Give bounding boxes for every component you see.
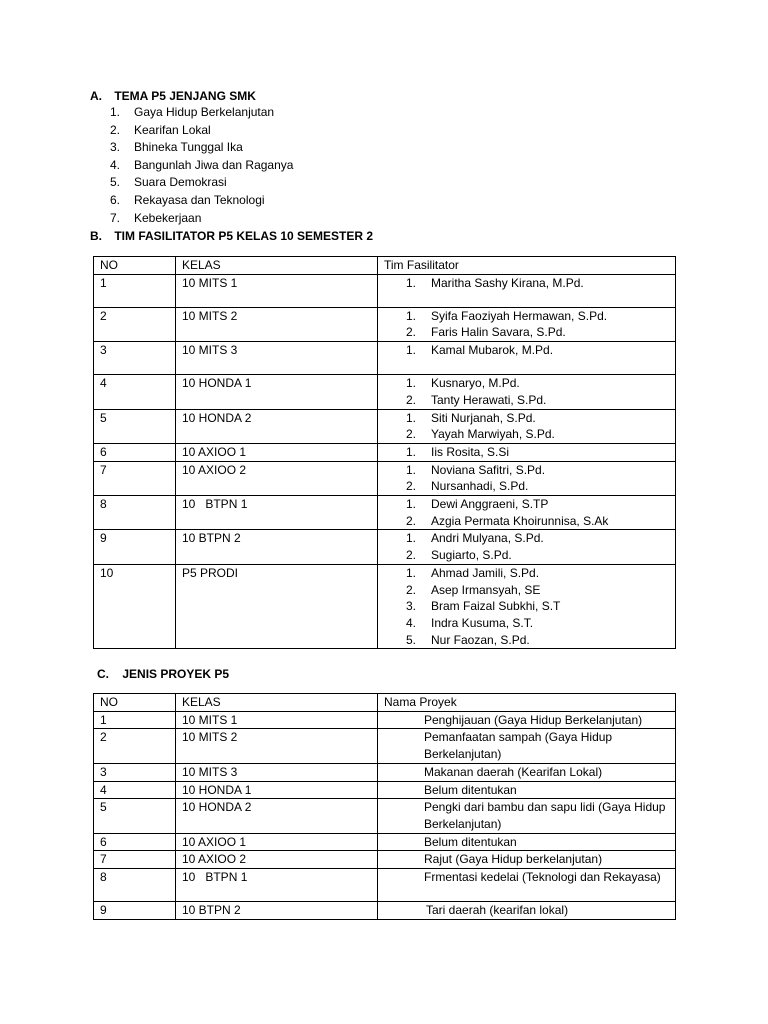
- table-header-row: [94, 257, 676, 275]
- table-row: [94, 496, 676, 530]
- facilitator-name: Faris Halin Savara, S.Pd.: [431, 325, 566, 340]
- table-row: [94, 530, 676, 564]
- item-number: 1.: [110, 105, 121, 119]
- header-no: NO: [94, 257, 176, 275]
- item-number: 3.: [110, 140, 121, 155]
- table-row: [94, 902, 676, 920]
- section-b-heading: [90, 228, 373, 245]
- table-row: [94, 307, 676, 341]
- list-item: [384, 615, 669, 632]
- cell-kelas: 10 MITS 2: [176, 729, 378, 763]
- table-header-row: [94, 694, 676, 712]
- facilitator-name: Siti Nurjanah, S.Pd.: [431, 410, 536, 425]
- list-item: [384, 342, 669, 359]
- item-number: 1.: [406, 462, 417, 477]
- facilitator-name: Nur Faozan, S.Pd.: [431, 632, 530, 647]
- list-item: [110, 192, 293, 210]
- item-number: 1.: [406, 410, 417, 425]
- list-item: [384, 496, 669, 513]
- cell-proyek: Pemanfaatan sampah (Gaya Hidup Berkelanjutan): [378, 729, 676, 763]
- header-kelas: KELAS: [176, 257, 378, 275]
- item-number: 5.: [406, 632, 417, 647]
- item-number: 5.: [110, 175, 121, 190]
- table-row: [94, 461, 676, 495]
- cell-no: 5: [94, 409, 176, 443]
- cell-kelas: 10 AXIOO 1: [176, 833, 378, 851]
- list-item: [384, 444, 669, 461]
- cell-no: 7: [94, 461, 176, 495]
- cell-no: 9: [94, 530, 176, 564]
- list-item: [110, 157, 293, 175]
- item-number: 1.: [406, 343, 417, 358]
- cell-fasilitator: [378, 564, 676, 649]
- facilitator-name: Syifa Faoziyah Hermawan, S.Pd.: [431, 308, 608, 323]
- item-text: Bhineka Tunggal Ika: [134, 140, 243, 155]
- item-number: 3.: [406, 599, 417, 614]
- section-a-letter: A.: [90, 89, 102, 103]
- project-table: [93, 693, 676, 920]
- cell-fasilitator: [378, 530, 676, 564]
- table-row: [94, 564, 676, 649]
- section-b-title: TIM FASILITATOR P5 KELAS 10 SEMESTER 2: [114, 229, 374, 243]
- cell-fasilitator: [378, 409, 676, 443]
- table-row: [94, 342, 676, 375]
- cell-proyek: Penghijauan (Gaya Hidup Berkelanjutan): [378, 711, 676, 729]
- cell-kelas: 10 BTPN 2: [176, 530, 378, 564]
- cell-no: 3: [94, 763, 176, 781]
- section-c-letter: C.: [97, 667, 109, 681]
- list-item: [110, 104, 293, 122]
- item-number: 2.: [406, 427, 417, 442]
- cell-fasilitator: [378, 274, 676, 307]
- list-item: [384, 478, 669, 495]
- list-item: [384, 582, 669, 599]
- item-number: 1.: [406, 308, 417, 323]
- cell-kelas: 10 MITS 1: [176, 274, 378, 307]
- item-number: 6.: [110, 192, 121, 207]
- cell-kelas: 10 MITS 2: [176, 307, 378, 341]
- facilitator-name: Sugiarto, S.Pd.: [431, 548, 512, 563]
- list-item: [384, 462, 669, 479]
- facilitator-name: Kusnaryo, M.Pd.: [431, 376, 520, 391]
- list-item: [384, 392, 669, 409]
- facilitator-name: Andri Mulyana, S.Pd.: [431, 531, 544, 546]
- cell-kelas: 10 HONDA 2: [176, 409, 378, 443]
- list-item: [384, 324, 669, 341]
- cell-no: 1: [94, 711, 176, 729]
- cell-proyek: Tari daerah (kearifan lokal): [378, 902, 676, 920]
- item-number: 2.: [406, 392, 417, 407]
- cell-fasilitator: [378, 307, 676, 341]
- cell-fasilitator: [378, 342, 676, 375]
- table-row: [94, 375, 676, 409]
- table-row: [94, 763, 676, 781]
- item-text: Bangunlah Jiwa dan Raganya: [134, 157, 294, 172]
- cell-proyek: Frmentasi kedelai (Teknologi dan Rekayasa): [378, 869, 676, 902]
- cell-no: 8: [94, 496, 176, 530]
- item-number: 7.: [110, 210, 121, 225]
- facilitator-name: Noviana Safitri, S.Pd.: [431, 462, 546, 477]
- section-c-title: JENIS PROYEK P5: [122, 667, 230, 681]
- cell-proyek: Pengki dari bambu dan sapu lidi (Gaya Hidup Berkelanjutan): [378, 799, 676, 833]
- cell-kelas: 10 HONDA 1: [176, 781, 378, 799]
- item-text: Suara Demokrasi: [134, 175, 227, 190]
- cell-proyek: Belum ditentukan: [378, 781, 676, 799]
- table-row: [94, 851, 676, 869]
- item-text: Gaya Hidup Berkelanjutan: [134, 105, 275, 119]
- list-item: [384, 410, 669, 427]
- cell-fasilitator: [378, 461, 676, 495]
- list-item: [384, 513, 669, 530]
- cell-kelas: 10 AXIOO 1: [176, 443, 378, 461]
- cell-kelas: 10 BTPN 1: [176, 496, 378, 530]
- header-proyek: Nama Proyek: [378, 694, 676, 712]
- facilitator-name: Iis Rosita, S.Si: [431, 444, 510, 459]
- item-number: 4.: [406, 615, 417, 630]
- list-item: [110, 122, 293, 140]
- facilitator-name: Azgia Permata Khoirunnisa, S.Ak: [431, 513, 609, 528]
- header-no: NO: [94, 694, 176, 712]
- section-a-title: TEMA P5 JENJANG SMK: [114, 89, 256, 103]
- header-fasilitator: Tim Fasilitator: [378, 257, 676, 275]
- table-row: [94, 833, 676, 851]
- facilitator-name: Tanty Herawati, S.Pd.: [431, 392, 547, 407]
- cell-kelas: 10 MITS 1: [176, 711, 378, 729]
- item-number: 2.: [406, 513, 417, 528]
- section-b-letter: B.: [90, 229, 102, 243]
- facilitator-name: Indra Kusuma, S.T.: [431, 615, 534, 630]
- list-item: [384, 375, 669, 392]
- cell-fasilitator: [378, 375, 676, 409]
- item-number: 1.: [406, 531, 417, 546]
- cell-no: 4: [94, 375, 176, 409]
- facilitator-name: Asep Irmansyah, SE: [431, 582, 541, 597]
- table-row: [94, 409, 676, 443]
- cell-no: 5: [94, 799, 176, 833]
- list-item: [384, 530, 669, 547]
- list-item: [384, 426, 669, 443]
- cell-proyek: Belum ditentukan: [378, 833, 676, 851]
- list-item: [384, 598, 669, 615]
- item-number: 1.: [406, 565, 417, 580]
- cell-proyek: Makanan daerah (Kearifan Lokal): [378, 763, 676, 781]
- cell-kelas: 10 AXIOO 2: [176, 461, 378, 495]
- cell-kelas: 10 MITS 3: [176, 763, 378, 781]
- cell-proyek: Rajut (Gaya Hidup berkelanjutan): [378, 851, 676, 869]
- cell-no: 1: [94, 274, 176, 307]
- item-text: Rekayasa dan Teknologi: [134, 192, 265, 207]
- item-text: Kearifan Lokal: [134, 122, 211, 137]
- facilitator-name: Ahmad Jamili, S.Pd.: [431, 565, 540, 580]
- cell-no: 2: [94, 307, 176, 341]
- table-row: [94, 711, 676, 729]
- list-item: [384, 275, 669, 292]
- cell-kelas: 10 HONDA 1: [176, 375, 378, 409]
- list-item: [384, 632, 669, 649]
- cell-no: 9: [94, 902, 176, 920]
- facilitator-name: Nursanhadi, S.Pd.: [431, 479, 529, 494]
- table-row: [94, 274, 676, 307]
- cell-no: 6: [94, 443, 176, 461]
- facilitator-name: Maritha Sashy Kirana, M.Pd.: [431, 275, 584, 290]
- cell-kelas: 10 MITS 3: [176, 342, 378, 375]
- table-row: [94, 799, 676, 833]
- cell-kelas: 10 BTPN 2: [176, 902, 378, 920]
- item-number: 1.: [406, 376, 417, 391]
- cell-no: 8: [94, 869, 176, 902]
- cell-no: 7: [94, 851, 176, 869]
- list-item: [384, 565, 669, 582]
- item-text: Kebekerjaan: [134, 210, 202, 225]
- facilitator-name: Dewi Anggraeni, S.TP: [431, 497, 549, 512]
- item-number: 1.: [406, 275, 417, 290]
- list-item: [110, 210, 293, 228]
- list-item: [110, 139, 293, 157]
- facilitator-name: Kamal Mubarok, M.Pd.: [431, 343, 554, 358]
- item-number: 4.: [110, 157, 121, 172]
- cell-kelas: P5 PRODI: [176, 564, 378, 649]
- facilitator-name: Yayah Marwiyah, S.Pd.: [431, 427, 555, 442]
- cell-fasilitator: [378, 496, 676, 530]
- list-item: [384, 547, 669, 564]
- item-number: 2.: [406, 548, 417, 563]
- item-number: 2.: [406, 582, 417, 597]
- table-row: [94, 781, 676, 799]
- item-number: 1.: [406, 444, 417, 459]
- cell-no: 2: [94, 729, 176, 763]
- list-item: [384, 308, 669, 325]
- item-number: 2.: [406, 479, 417, 494]
- table-row: [94, 443, 676, 461]
- table-row: [94, 729, 676, 763]
- cell-kelas: 10 AXIOO 2: [176, 851, 378, 869]
- theme-list: [110, 104, 293, 227]
- cell-kelas: 10 BTPN 1: [176, 869, 378, 902]
- cell-no: 3: [94, 342, 176, 375]
- section-c-heading: [97, 666, 229, 683]
- list-item: [110, 174, 293, 192]
- cell-fasilitator: [378, 443, 676, 461]
- item-number: 2.: [406, 325, 417, 340]
- cell-no: 6: [94, 833, 176, 851]
- section-a-heading: [90, 88, 256, 105]
- cell-no: 10: [94, 564, 176, 649]
- facilitator-table: [93, 256, 676, 649]
- table-row: [94, 869, 676, 902]
- header-kelas: KELAS: [176, 694, 378, 712]
- item-number: 1.: [406, 497, 417, 512]
- item-number: 2.: [110, 122, 121, 137]
- cell-no: 4: [94, 781, 176, 799]
- facilitator-name: Bram Faizal Subkhi, S.T: [431, 599, 561, 614]
- cell-kelas: 10 HONDA 2: [176, 799, 378, 833]
